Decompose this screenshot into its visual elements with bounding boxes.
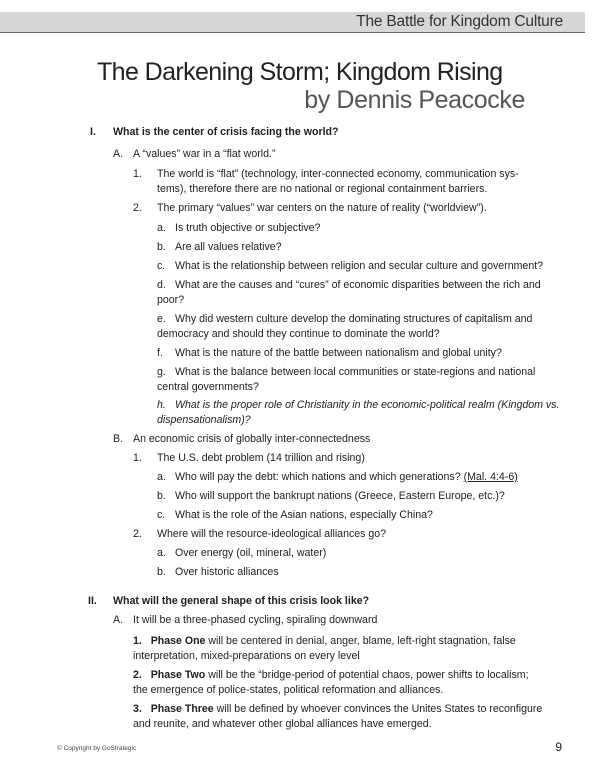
question-text: What is the nature of the battle between nationalism and global unity? bbox=[175, 347, 502, 359]
question-text: What are the causes and “cures” of economic disparities between the rich and bbox=[175, 279, 541, 291]
outline-text: A “values” war in a “flat world.” bbox=[133, 148, 276, 160]
section-heading: What will the general shape of this crisis look like? bbox=[113, 595, 370, 607]
section-number: II. bbox=[88, 595, 97, 607]
phase-three-text: and reunite, and whatever other global alliances have emerged. bbox=[133, 718, 432, 730]
outline-number: 1. bbox=[133, 168, 142, 180]
question-label: a. bbox=[157, 547, 166, 559]
question-text: poor? bbox=[157, 294, 185, 306]
running-header-title: The Battle for Kingdom Culture bbox=[356, 13, 563, 30]
outline-number: 1. bbox=[133, 452, 142, 464]
scripture-reference: (Mal. 4:4-6) bbox=[463, 471, 518, 483]
question-label: a. bbox=[157, 222, 166, 234]
footer-copyright: © Copyright by GoStrategic bbox=[57, 745, 137, 752]
question-text: What is the balance between local communities or state-regions and national bbox=[175, 366, 536, 378]
question-label: b. bbox=[157, 490, 166, 502]
question-text: What is the role of the Asian nations, especially China? bbox=[175, 509, 433, 521]
question-text: Are all values relative? bbox=[175, 241, 282, 253]
outline-text: The U.S. debt problem (14 trillion and rising) bbox=[157, 452, 365, 464]
question-text: democracy and should they continue to dominate the world? bbox=[157, 328, 440, 340]
question-text: Over historic alliances bbox=[175, 566, 279, 578]
phase-three-text: 3. Phase Three will be defined by whoever convinces the Unites States to reconfigure bbox=[133, 703, 543, 715]
outline-number: 2. bbox=[133, 528, 142, 540]
question-label: d. bbox=[157, 279, 166, 291]
question-label: b. bbox=[157, 566, 166, 578]
question-text: central governments? bbox=[157, 381, 259, 393]
phase-one-text: 1. Phase One will be centered in denial, anger, blame, left-right stagnation, false bbox=[133, 635, 516, 647]
outline-label: A. bbox=[113, 148, 124, 160]
question-label: c. bbox=[157, 509, 166, 521]
question-text: Who will support the bankrupt nations (Greece, Eastern Europe, etc.)? bbox=[175, 490, 505, 502]
outline-text: An economic crisis of globally inter-connectedness bbox=[133, 433, 371, 445]
question-label: h. bbox=[157, 399, 166, 411]
outline-text: The world is “flat” (technology, inter-connected economy, communication sys- bbox=[157, 168, 519, 180]
outline-text: Where will the resource-ideological alliances go? bbox=[157, 528, 387, 540]
header-rule bbox=[0, 32, 585, 33]
page-number: 9 bbox=[555, 740, 562, 754]
outline-label: B. bbox=[113, 433, 124, 445]
question-label: c. bbox=[157, 260, 166, 272]
outline-text: It will be a three-phased cycling, spiraling downward bbox=[133, 614, 378, 626]
outline-text: The primary “values” war centers on the nature of reality (“worldview”). bbox=[157, 202, 487, 214]
question-label: e. bbox=[157, 313, 166, 325]
document-author: by Dennis Peacocke bbox=[304, 86, 525, 114]
question-text: Over energy (oil, mineral, water) bbox=[175, 547, 327, 559]
question-label: a. bbox=[157, 471, 166, 483]
question-text: Who will pay the debt: which nations and which generations? (Mal. 4:4-6) bbox=[175, 471, 518, 483]
phase-two-text: 2. Phase Two will be the “bridge-period of potential chaos, power shifts to localism; bbox=[133, 669, 529, 681]
question-label: f. bbox=[157, 347, 163, 359]
question-text: Why did western culture develop the dominating structures of capitalism and bbox=[175, 313, 533, 325]
outline-text: tems), therefore there are no national or regional containment barriers. bbox=[157, 183, 488, 195]
question-label: b. bbox=[157, 241, 166, 253]
question-label: g. bbox=[157, 366, 166, 378]
phase-two-text: the emergence of police-states, political reformation and alliances. bbox=[133, 684, 444, 696]
section-heading: What is the center of crisis facing the world? bbox=[113, 126, 339, 138]
question-text: What is the relationship between religion and secular culture and government? bbox=[175, 260, 544, 272]
phase-one-text: interpretation, mixed-preparations on every level bbox=[133, 650, 360, 662]
section-number: I. bbox=[90, 126, 96, 138]
question-text: dispensationalism)? bbox=[157, 414, 251, 426]
outline-number: 2. bbox=[133, 202, 142, 214]
document-title: The Darkening Storm; Kingdom Rising bbox=[97, 58, 503, 86]
question-text: Is truth objective or subjective? bbox=[175, 222, 321, 234]
outline-label: A. bbox=[113, 614, 124, 626]
question-text: What is the proper role of Christianity in the economic-political realm (Kingdom vs. bbox=[175, 399, 560, 411]
